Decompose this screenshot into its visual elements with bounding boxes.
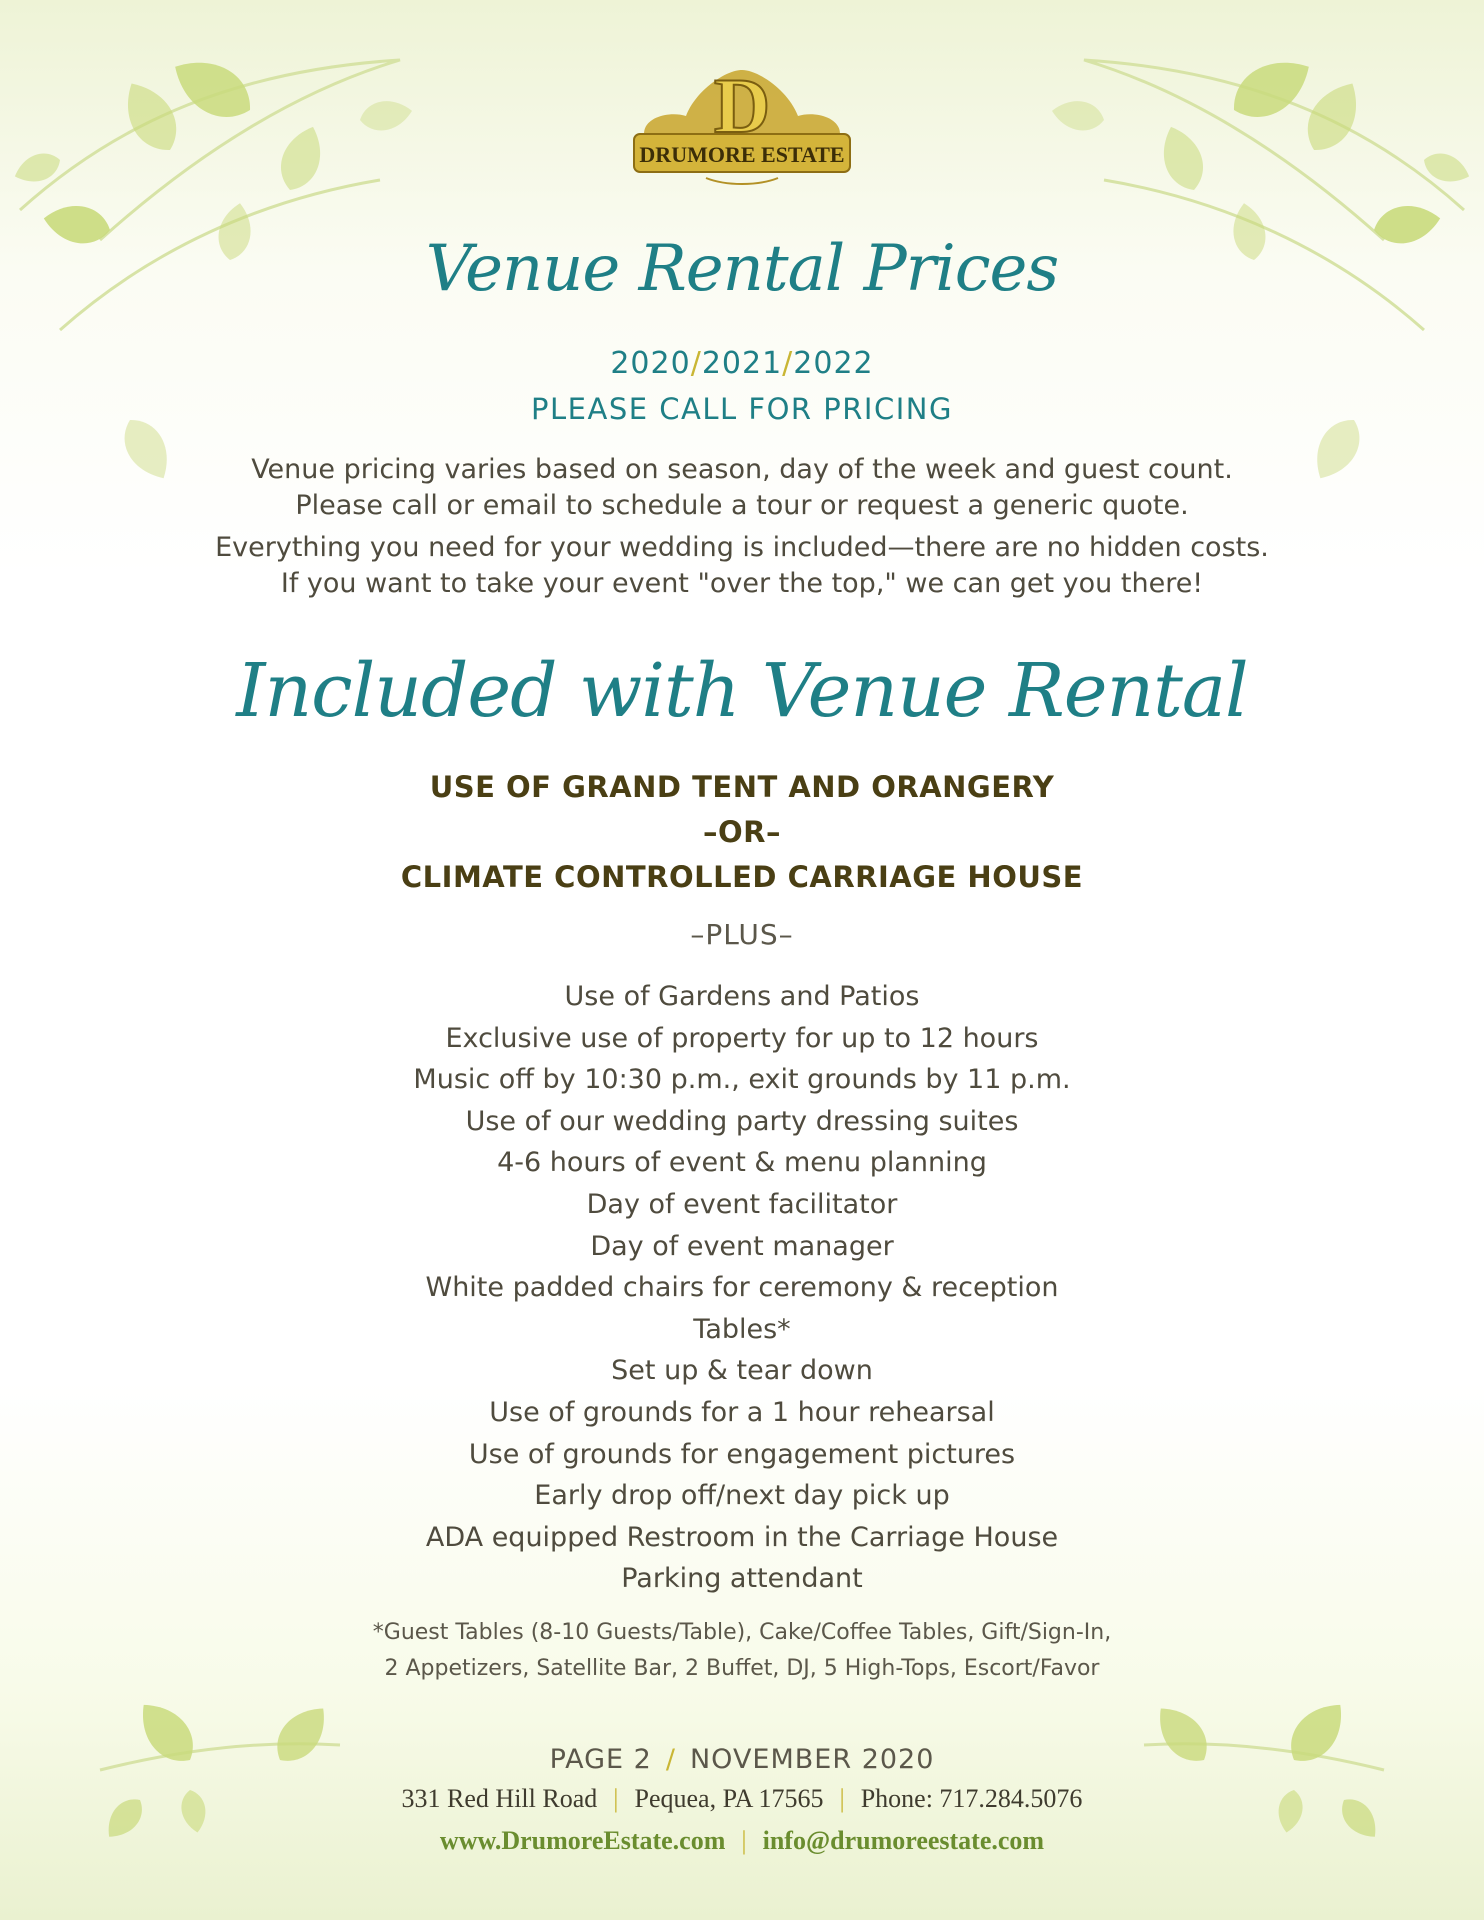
years-line bbox=[0, 346, 1484, 381]
divider: | bbox=[741, 1826, 747, 1855]
list-item: Use of Gardens and Patios bbox=[564, 981, 920, 1012]
list-item: Day of event manager bbox=[590, 1230, 894, 1262]
divider: | bbox=[839, 1784, 845, 1813]
divider: | bbox=[613, 1784, 619, 1813]
option-carriage-house: CLIMATE CONTROLLED CARRIAGE HOUSE bbox=[400, 860, 1084, 894]
list-item: Day of event facilitator bbox=[586, 1188, 898, 1220]
year-separator: / bbox=[690, 346, 702, 381]
logo-name: DRUMORE ESTATE bbox=[639, 142, 845, 167]
page-info bbox=[0, 1744, 1484, 1775]
year-2020: 2020 bbox=[610, 346, 691, 381]
page-title: Venue Rental Prices bbox=[425, 232, 1059, 306]
list-item: ADA equipped Restroom in the Carriage House bbox=[425, 1521, 1059, 1553]
footnote-line: *Guest Tables (8-10 Guests/Table), Cake/Coffee Tables, Gift/Sign-In, bbox=[372, 1620, 1112, 1645]
intro-line: If you want to take your event "over the top," we can get you there! bbox=[280, 568, 1204, 599]
email-link[interactable]: info@drumoreestate.com bbox=[762, 1826, 1045, 1855]
list-item: 4-6 hours of event & menu planning bbox=[497, 1147, 987, 1179]
list-item: Tables* bbox=[693, 1313, 791, 1345]
list-item: Use of grounds for engagement pictures bbox=[468, 1438, 1016, 1470]
logo-letter: D bbox=[713, 62, 771, 149]
list-item: Early drop off/next day pick up bbox=[534, 1480, 950, 1512]
list-item: Use of grounds for a 1 hour rehearsal bbox=[489, 1396, 995, 1428]
list-item: Set up & tear down bbox=[611, 1355, 873, 1387]
list-item: Parking attendant bbox=[621, 1563, 863, 1595]
phone-number[interactable]: Phone: 717.284.5076 bbox=[860, 1784, 1083, 1813]
included-items-list bbox=[0, 976, 1484, 1600]
list-item: Exclusive use of property for up to 12 hours bbox=[445, 1022, 1039, 1054]
section-title: Included with Venue Rental bbox=[236, 648, 1248, 734]
year-separator: / bbox=[782, 346, 794, 381]
street-address: 331 Red Hill Road bbox=[401, 1784, 598, 1813]
list-item: Music off by 10:30 p.m., exit grounds by 11 p.m. bbox=[413, 1064, 1071, 1096]
website-link[interactable]: www.DrumoreEstate.com bbox=[439, 1826, 726, 1855]
call-for-pricing: PLEASE CALL FOR PRICING bbox=[531, 392, 953, 426]
city-address: Pequea, PA 17565 bbox=[634, 1784, 824, 1813]
drumore-estate-logo bbox=[626, 50, 858, 188]
year-2021: 2021 bbox=[701, 346, 783, 381]
contact-address-line bbox=[0, 1784, 1484, 1814]
page-date: NOVEMBER 2020 bbox=[689, 1744, 935, 1775]
intro-line: Everything you need for your wedding is included—there are no hidden costs. bbox=[215, 532, 1269, 563]
option-grand-tent: USE OF GRAND TENT AND ORANGERY bbox=[429, 770, 1055, 804]
page-number: PAGE 2 bbox=[549, 1744, 652, 1775]
list-item: White padded chairs for ceremony & reception bbox=[425, 1272, 1059, 1304]
contact-web-line bbox=[0, 1826, 1484, 1856]
intro-line: Venue pricing varies based on season, day of the week and guest count. bbox=[251, 454, 1233, 485]
footnote-line: 2 Appetizers, Satellite Bar, 2 Buffet, DJ, 5 High-Tops, Escort/Favor bbox=[384, 1656, 1100, 1681]
plus-label: –PLUS– bbox=[690, 918, 794, 951]
option-or: –OR– bbox=[703, 815, 781, 849]
year-2022: 2022 bbox=[793, 346, 874, 381]
intro-line: Please call or email to schedule a tour or request a generic quote. bbox=[295, 490, 1189, 521]
page-separator: / bbox=[665, 1744, 676, 1775]
list-item: Use of our wedding party dressing suites bbox=[465, 1105, 1019, 1137]
